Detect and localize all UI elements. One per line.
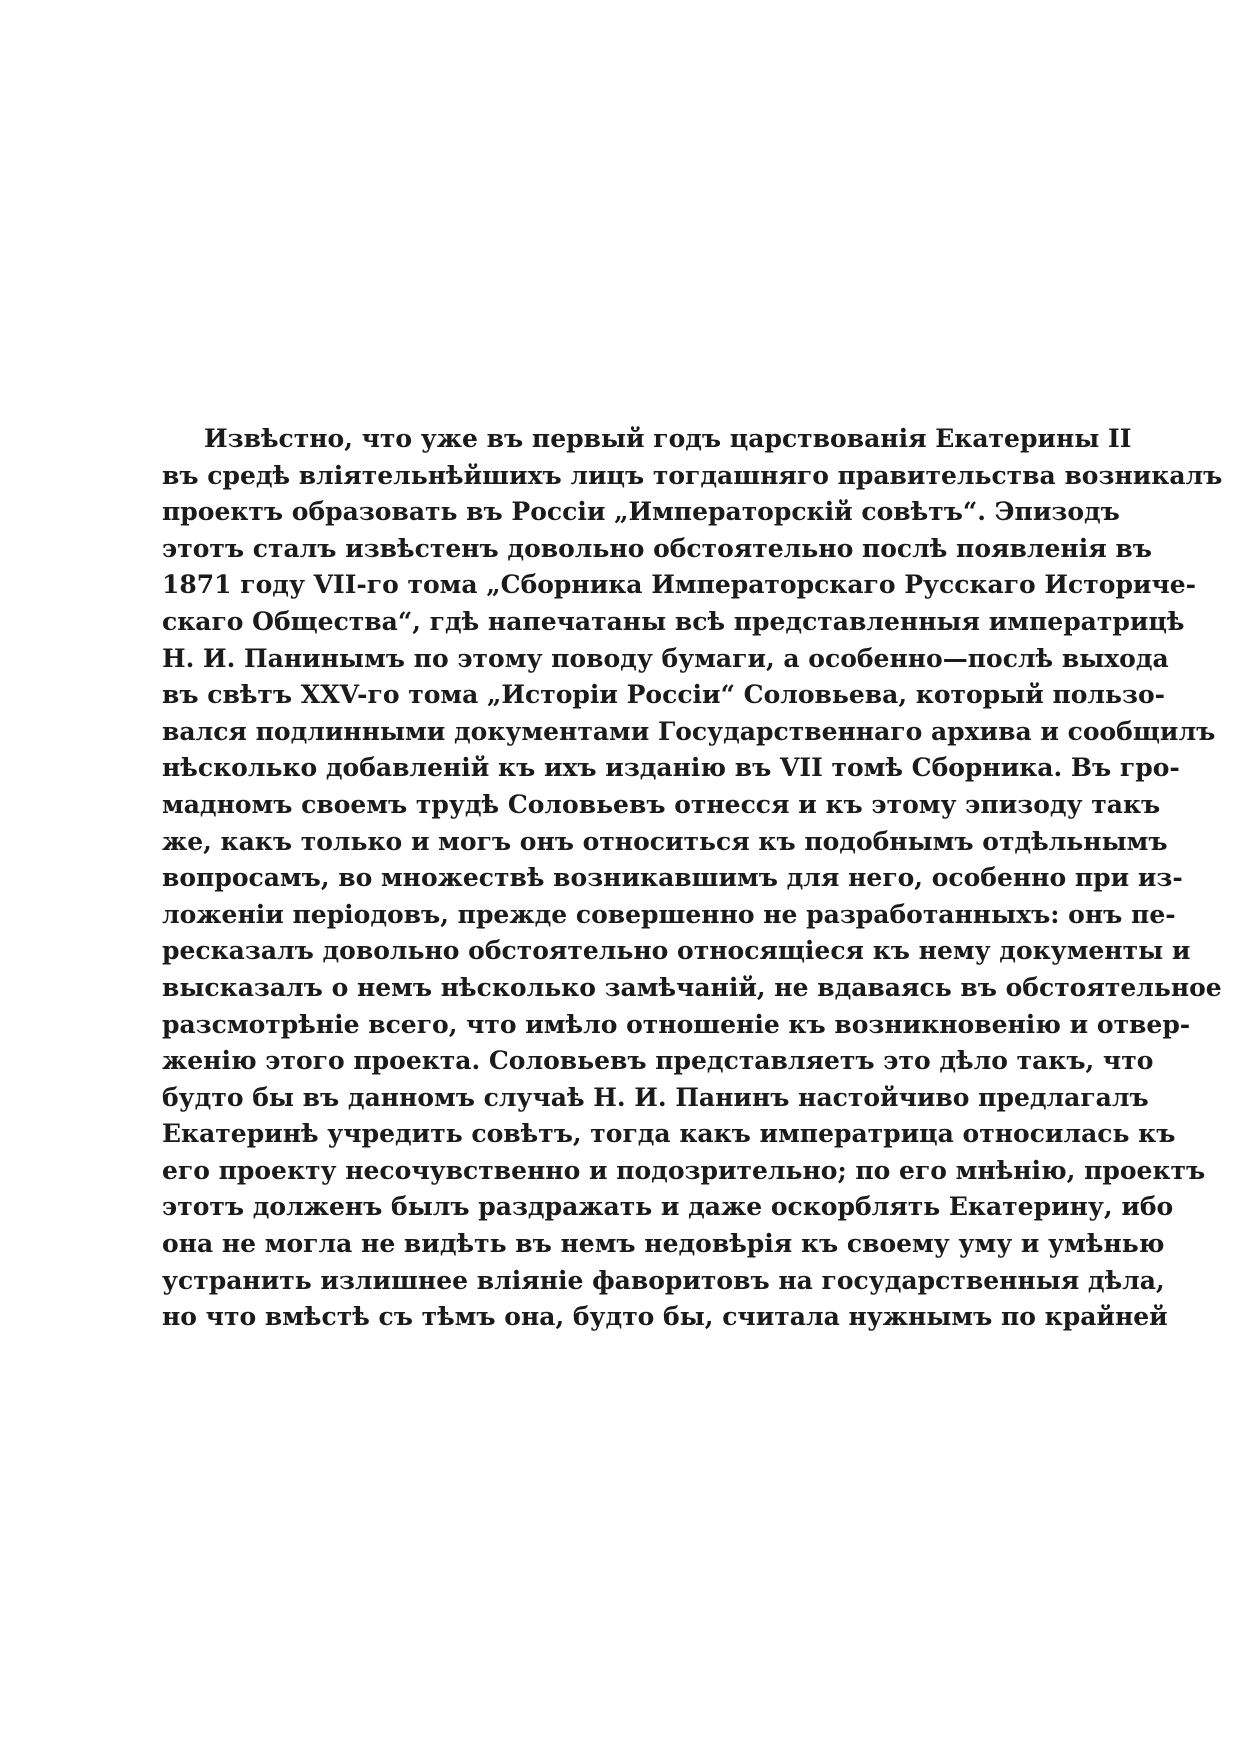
text-line: вался подлинными документами Государственнаго архива и сообщилъ xyxy=(162,716,1216,746)
text-line: въ свѣтъ XXV-го тома „Исторіи Россіи“ Соловьева, который пользо- xyxy=(162,680,1166,710)
text-line: проектъ образовать въ Россіи „Императорскій совѣтъ“. Эпизодъ xyxy=(162,497,1120,527)
text-line: но что вмѣстѣ съ тѣмъ она, будто бы, считала нужнымъ по крайней xyxy=(162,1302,1168,1332)
text-line: будто бы въ данномъ случаѣ Н. И. Панинъ настойчиво предлагалъ xyxy=(162,1082,1149,1112)
text-line: въ средѣ вліятельнѣйшихъ лицъ тогдашняго правительства возникалъ xyxy=(162,460,1223,490)
text-line: 1871 году VII-го тома „Сборника Императорскаго Русскаго Историче- xyxy=(162,570,1197,600)
body-text xyxy=(162,421,1223,1336)
text-line: мадномъ своемъ трудѣ Соловьевъ отнесся и къ этому эпизоду такъ xyxy=(162,789,1161,819)
text-line: скаго Общества“, гдѣ напечатаны всѣ представленныя императрицѣ xyxy=(162,606,1185,636)
text-line: женію этого проекта. Соловьевъ представляетъ это дѣло такъ, что xyxy=(162,1046,1154,1076)
text-line: высказалъ о немъ нѣсколько замѣчаній, не вдаваясь въ обстоятельное xyxy=(162,972,1222,1002)
text-line: его проекту несочувственно и подозрительно; по его мнѣнію, проектъ xyxy=(162,1155,1206,1185)
text-line: этотъ сталъ извѣстенъ довольно обстоятельно послѣ появленія въ xyxy=(162,533,1152,563)
text-line: устранить излишнее вліяніе фаворитовъ на государственныя дѣла, xyxy=(162,1265,1165,1295)
text-line: разсмотрѣніе всего, что имѣло отношеніе къ возникновенію и отвер- xyxy=(162,1009,1191,1039)
text-line: этотъ долженъ былъ раздражать и даже оскорблять Екатерину, ибо xyxy=(162,1192,1174,1222)
text-line: Н. И. Панинымъ по этому поводу бумаги, а особенно—послѣ выхода xyxy=(162,643,1169,673)
text-line: Екатеринѣ учредить совѣтъ, тогда какъ императрица относилась къ xyxy=(162,1119,1176,1149)
text-line: Извѣстно, что уже въ первый годъ царствованія Екатерины II xyxy=(204,424,1132,453)
text-line: же, какъ только и могъ онъ относиться къ подобнымъ отдѣльнымъ xyxy=(162,826,1168,856)
text-line: нѣсколько добавленій къ ихъ изданію въ VII томѣ Сборника. Въ гро- xyxy=(162,753,1180,783)
text-line: она не могла не видѣть въ немъ недовѣрія къ своему уму и умѣнью xyxy=(162,1229,1165,1259)
text-line: ложеніи періодовъ, прежде совершенно не разработанныхъ: онъ пе- xyxy=(162,899,1176,929)
text-line: вопросамъ, во множествѣ возникавшимъ для него, особенно при из- xyxy=(162,863,1183,893)
text-line: ресказалъ довольно обстоятельно относящіеся къ нему документы и xyxy=(162,936,1191,966)
